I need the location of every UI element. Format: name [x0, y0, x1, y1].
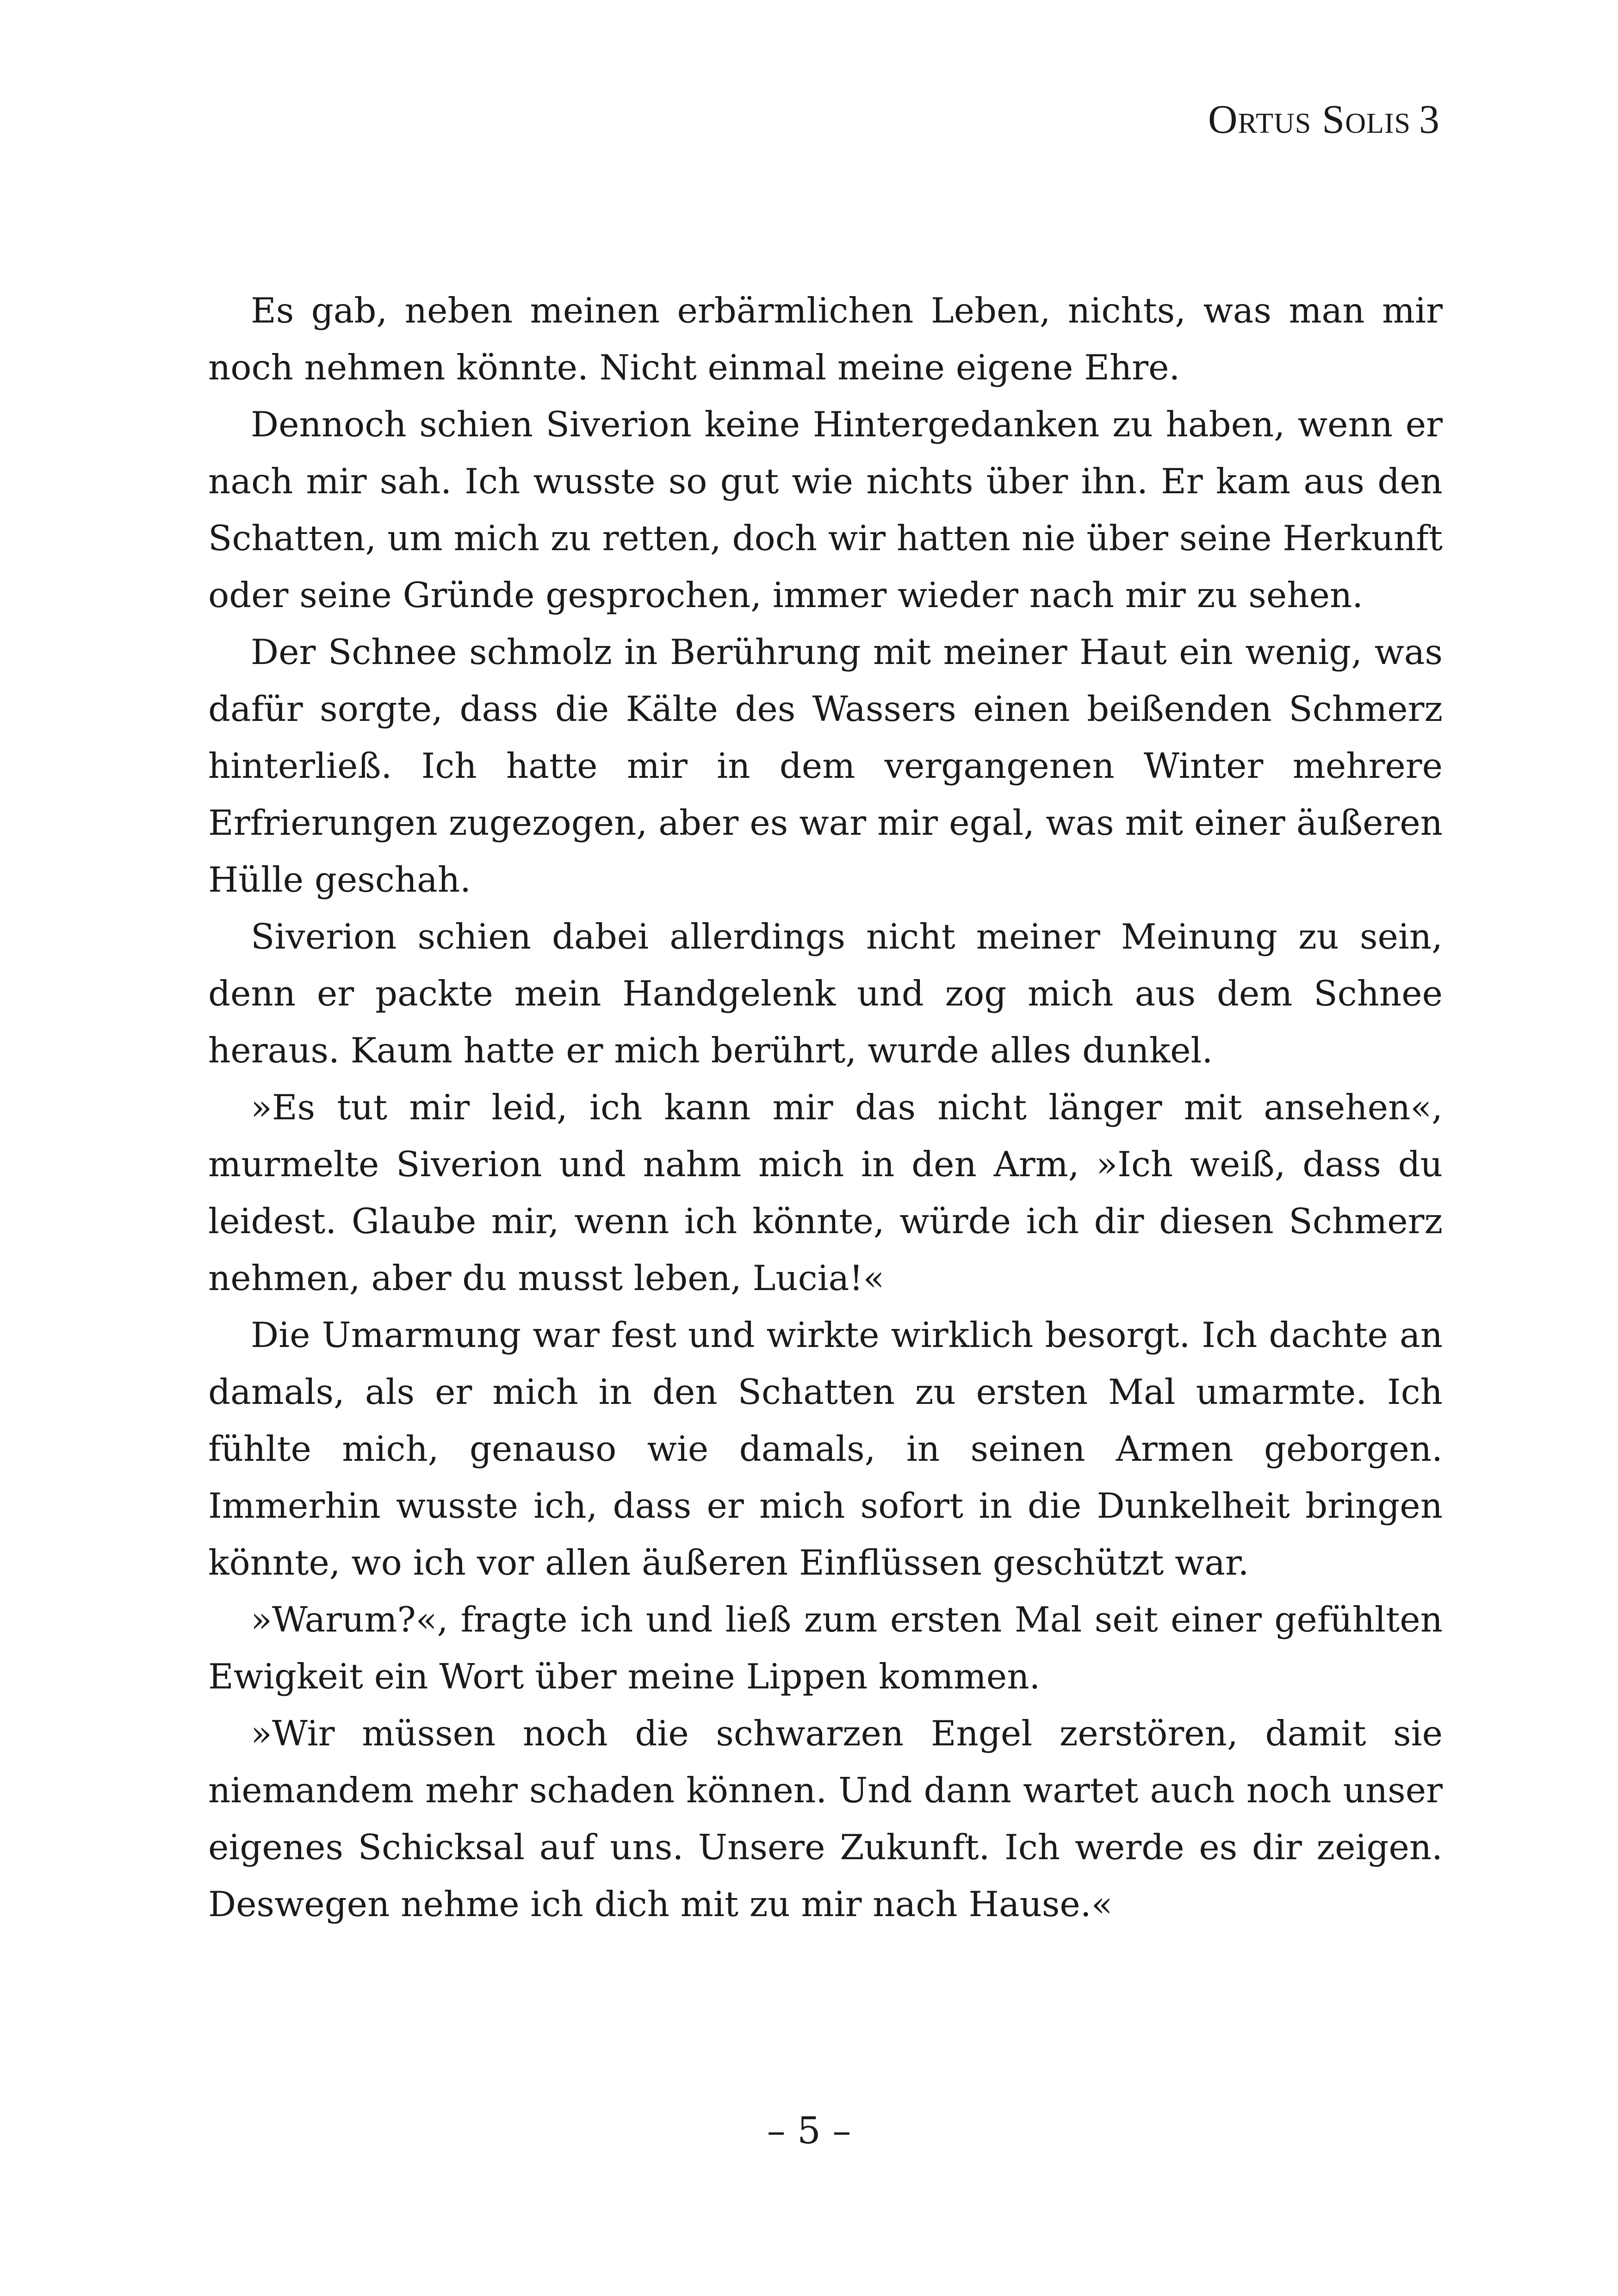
paragraph-2: Dennoch schien Siverion keine Hintergedanken zu haben, wenn er nach mir sah. Ich wusste so gut wie nichts über ihn. Er kam aus den Schatten, um mich zu retten, doch wir hatten nie über seine Herkunft oder seine Gründe gesprochen, immer wieder nach mir zu sehen.	[208, 404, 1443, 615]
paragraph-4: Siverion schien dabei allerdings nicht meiner Meinung zu sein, denn er packte mein Handgelenk und zog mich aus dem Schnee heraus. Kaum hatte er mich berührt, wurde alles dunkel.	[208, 916, 1443, 1071]
paragraph-7: »Warum?«, fragte ich und ließ zum ersten Mal seit einer gefühlten Ewigkeit ein Wort über meine Lippen kommen.	[208, 1599, 1443, 1697]
volume-number: 3	[1419, 97, 1440, 142]
paragraph-3: Der Schnee schmolz in Berührung mit meiner Haut ein wenig, was dafür sorgte, dass die Kälte des Wassers einen beißenden Schmerz hinterließ. Ich hatte mir in dem vergangenen Winter mehrere Erfrierungen zugezogen, aber es war mir egal, was mit einer äußeren Hülle geschah.	[208, 632, 1443, 900]
paragraph-8: »Wir müssen noch die schwarzen Engel zerstören, damit sie niemandem mehr schaden können. Und dann wartet auch noch unser eigenes Schicksal auf uns. Unsere Zukunft. Ich werde es dir zeigen. Deswegen nehme ich dich mit zu mir nach Hause.«	[208, 1713, 1443, 1924]
book-title: Ortus Solis	[1208, 97, 1411, 142]
paragraph-6: Die Umarmung war fest und wirkte wirklich besorgt. Ich dachte an damals, als er mich in den Schatten zu ersten Mal umarmte. Ich fühlte mich, genauso wie damals, in seinen Armen geborgen. Immerhin wusste ich, dass er mich sofort in die Dunkelheit bringen könnte, wo ich vor allen äußeren Einflüssen geschützt war.	[208, 1315, 1443, 1583]
body-text	[208, 282, 1443, 1933]
running-head	[1208, 99, 1440, 140]
paragraph-1: Es gab, neben meinen erbärmlichen Leben, nichts, was man mir noch nehmen könnte. Nicht einmal meine eigene Ehre.	[208, 290, 1443, 388]
page-number: – 5 –	[767, 2109, 851, 2152]
paragraph-5: »Es tut mir leid, ich kann mir das nicht länger mit ansehen«, murmelte Siverion und nahm mich in den Arm, »Ich weiß, dass du leidest. Glaube mir, wenn ich könnte, würde ich dir diesen Schmerz nehmen, aber du musst leben, Lucia!«	[208, 1087, 1443, 1298]
